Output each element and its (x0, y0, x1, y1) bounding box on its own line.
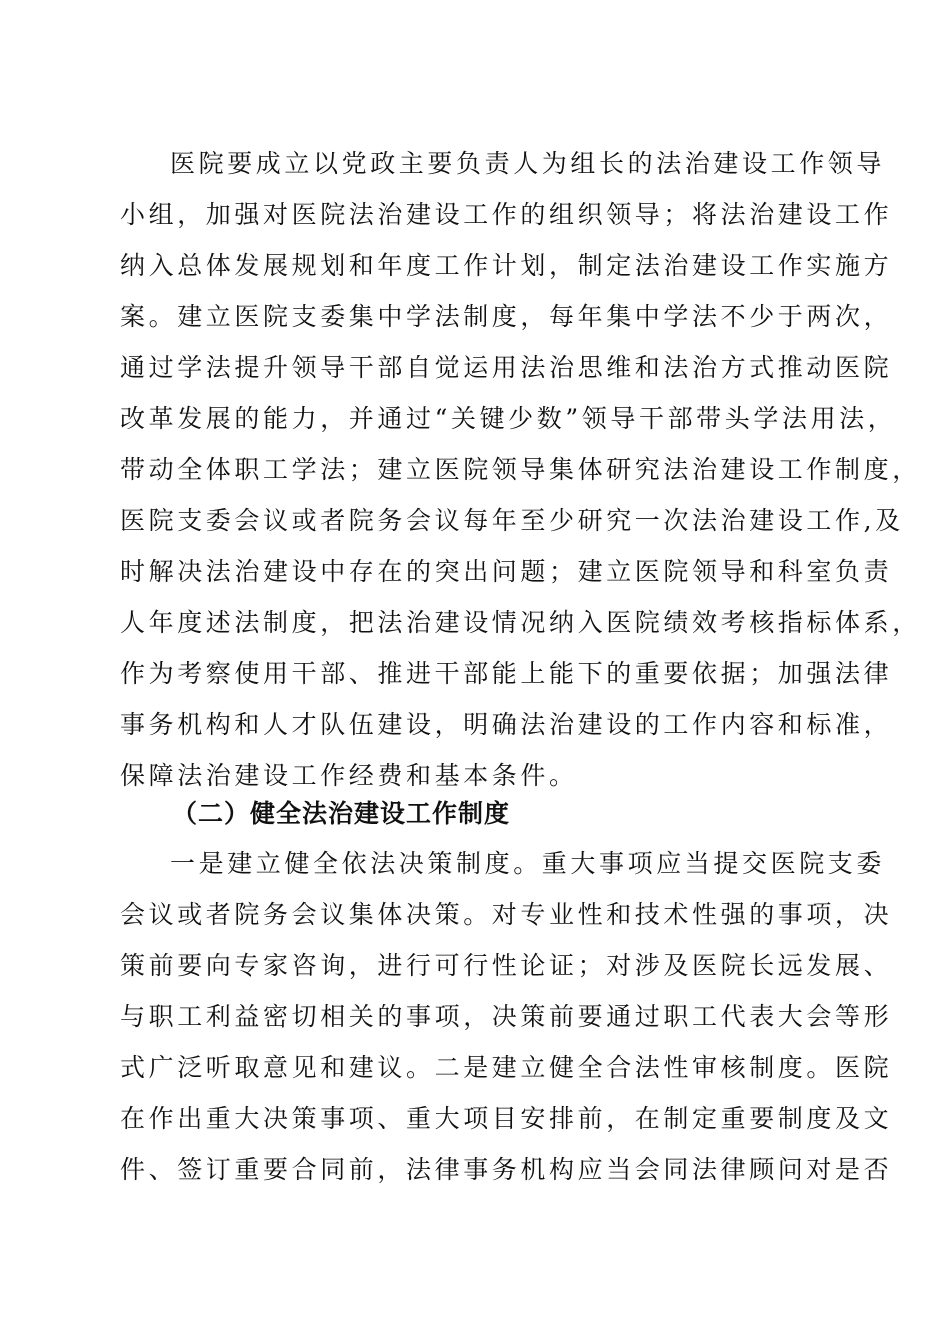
paragraph-line: 医院支委会议或者院务会议每年至少研究一次法治建设工作,及 (120, 506, 904, 535)
paragraph-line: 时解决法治建设中存在的突出问题；建立医院领导和科室负责 (120, 557, 893, 586)
paragraph-line: 纳入总体发展规划和年度工作计划，制定法治建设工作实施方 (120, 251, 893, 280)
paragraph-line: 事务机构和人才队伍建设，明确法治建设的工作内容和标准， (120, 710, 893, 739)
paragraph-line: 案。建立医院支委集中学法制度，每年集中学法不少于两次， (120, 302, 893, 331)
paragraph-line: 通过学法提升领导干部自觉运用法治思维和法治方式推动医院 (120, 353, 893, 382)
paragraph-line: 会议或者院务会议集体决策。对专业性和技术性强的事项，决 (120, 900, 893, 929)
paragraph-line: 改革发展的能力，并通过“关键少数”领导干部带头学法用法， (120, 404, 897, 433)
paragraph-line: 医院要成立以党政主要负责人为组长的法治建设工作领导 (170, 149, 886, 178)
paragraph-line: 一是建立健全依法决策制度。重大事项应当提交医院支委 (170, 849, 886, 878)
paragraph-line: 带动全体职工学法；建立医院领导集体研究法治建设工作制度， (120, 455, 921, 484)
paragraph-line: 在作出重大决策事项、重大项目安排前，在制定重要制度及文 (120, 1104, 893, 1133)
paragraph-line: 小组，加强对医院法治建设工作的组织领导；将法治建设工作 (120, 200, 893, 229)
paragraph-line: 人年度述法制度，把法治建设情况纳入医院绩效考核指标体系， (120, 608, 921, 637)
paragraph-line: 与职工利益密切相关的事项，决策前要通过职工代表大会等形 (120, 1002, 893, 1031)
paragraph-line: 保障法治建设工作经费和基本条件。 (120, 761, 578, 790)
paragraph-line: 式广泛听取意见和建议。二是建立健全合法性审核制度。医院 (120, 1053, 893, 1082)
paragraph-line: 策前要向专家咨询，进行可行性论证；对涉及医院长远发展、 (120, 951, 893, 980)
paragraph-line: 件、签订重要合同前，法律事务机构应当会同法律顾问对是否 (120, 1155, 893, 1184)
section-heading: （二）健全法治建设工作制度 (172, 799, 511, 828)
paragraph-line: 作为考察使用干部、推进干部能上能下的重要依据；加强法律 (120, 659, 893, 688)
